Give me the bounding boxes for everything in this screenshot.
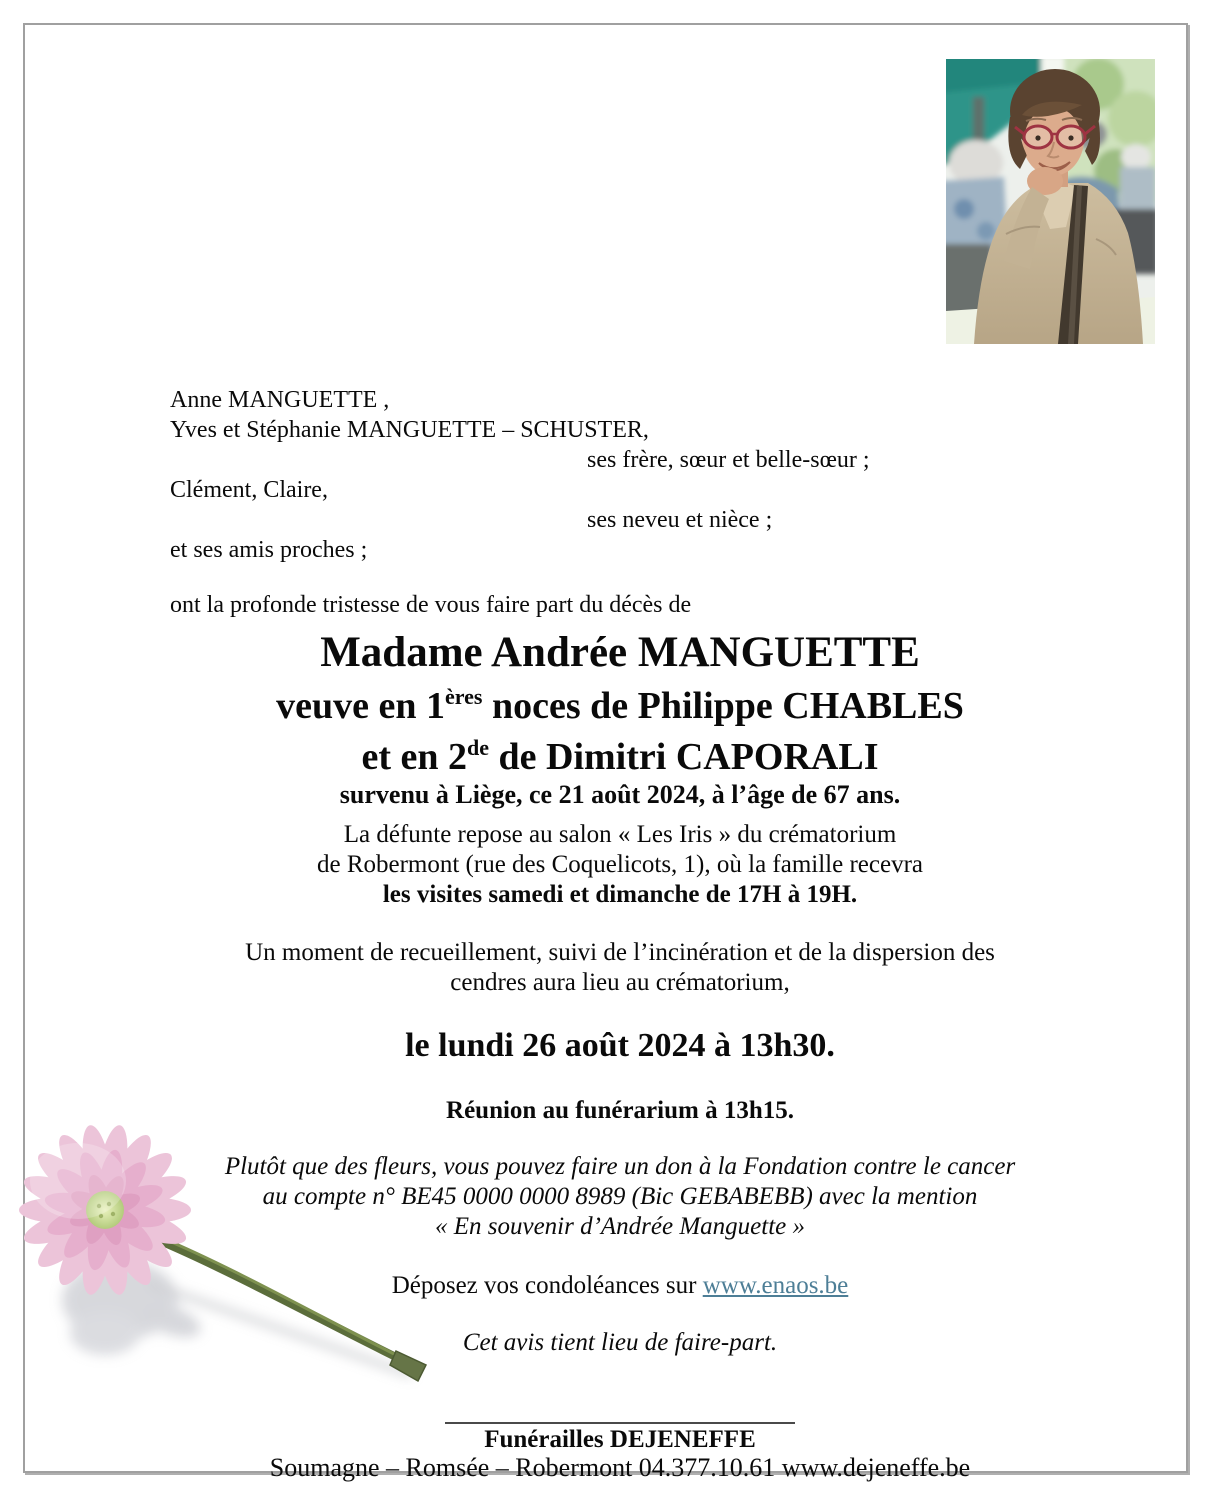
portrait-photo-graphic — [946, 59, 1155, 344]
funeral-home-block — [150, 1422, 1090, 1482]
family-line: et ses amis proches ; — [170, 537, 368, 563]
ceremony-line: Un moment de recueillement, suivi de l’incinération et de la dispersion des — [245, 939, 995, 966]
family-line: Anne MANGUETTE , — [170, 387, 390, 413]
second-marriage-line: et en 2de de Dimitri CAPORALI — [361, 735, 879, 778]
footer-divider — [445, 1422, 795, 1424]
deceased-title-block — [150, 630, 1090, 811]
family-line: Clément, Claire, — [170, 477, 328, 503]
death-details: survenu à Liège, ce 21 août 2024, à l’âge de 67 ans. — [339, 780, 901, 809]
meeting-info: Réunion au funérarium à 13h15. — [446, 1097, 794, 1124]
superscript-ordinal: ères — [444, 684, 483, 709]
repose-paragraph — [150, 820, 1090, 910]
ceremony-date: le lundi 26 août 2024 à 13h30. — [405, 1027, 835, 1064]
family-relation-line: ses frère, sœur et belle-sœur ; — [587, 447, 870, 473]
family-line: Yves et Stéphanie MANGUETTE – SCHUSTER, — [170, 417, 649, 443]
condolences-text: Déposez vos condoléances sur — [391, 1272, 703, 1299]
repose-line: de Robermont (rue des Coquelicots, 1), où la famille recevra — [316, 851, 924, 878]
announcement-intro: ont la profonde tristesse de vous faire part du décès de — [170, 592, 692, 618]
enaos-link[interactable]: www.enaos.be — [702, 1272, 849, 1299]
repose-line: La défunte repose au salon « Les Iris » du crématorium — [343, 821, 897, 848]
superscript-ordinal: de — [467, 735, 490, 760]
family-relation-line: ses neveu et nièce ; — [587, 507, 773, 533]
donation-line: au compte n° BE45 0000 0000 8989 (Bic GEBABEBB) avec la mention — [262, 1183, 978, 1210]
condolences-line — [150, 1271, 1090, 1301]
donation-line: « En souvenir d’Andrée Manguette » — [434, 1213, 806, 1240]
visits-schedule: les visites samedi et dimanche de 17H à 19H. — [382, 881, 858, 908]
ceremony-line: cendres aura lieu au crématorium, — [450, 969, 790, 996]
funeral-home-info: Soumagne – Romsée – Robermont 04.377.10.61 www.dejeneffe.be — [269, 1453, 971, 1482]
first-marriage-line: veuve en 1ères noces de Philippe CHABLES — [276, 684, 964, 727]
portrait-photo — [946, 59, 1155, 344]
notice-line: Cet avis tient lieu de faire-part. — [462, 1329, 778, 1356]
deceased-name: Madame Andrée MANGUETTE — [320, 629, 920, 676]
family-names-block — [150, 385, 1090, 565]
funeral-home-name: Funérailles DEJENEFFE — [484, 1426, 756, 1453]
donation-line: Plutôt que des fleurs, vous pouvez faire un don à la Fondation contre le cancer — [224, 1153, 1016, 1180]
ceremony-paragraph — [150, 938, 1090, 998]
donation-paragraph — [150, 1152, 1090, 1242]
